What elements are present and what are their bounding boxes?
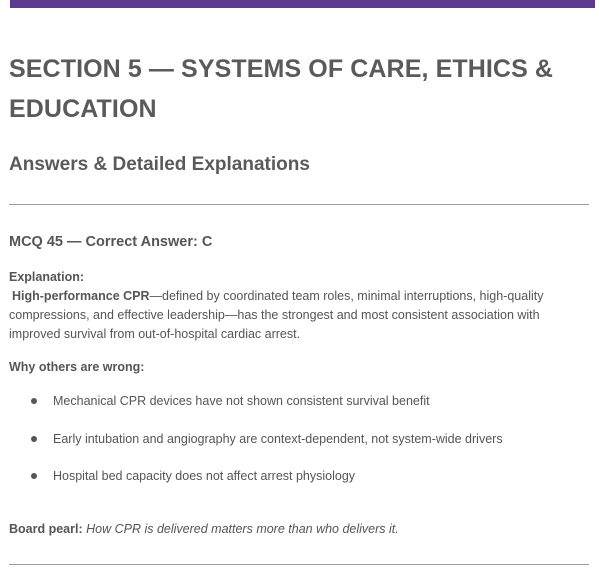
- list-item-text: Mechanical CPR devices have not shown consistent survival benefit: [53, 394, 430, 408]
- top-accent-bar: [10, 0, 595, 8]
- bullet-dot-icon: [31, 436, 37, 442]
- board-pearl-label: Board pearl:: [9, 522, 83, 536]
- why-others-wrong-label: Why others are wrong:: [9, 360, 145, 374]
- section-subtitle: Answers & Detailed Explanations: [9, 154, 310, 175]
- explanation-paragraph: [9, 287, 584, 344]
- list-item-text: Early intubation and angiography are context-dependent, not system-wide drivers: [53, 432, 503, 446]
- list-item-text: Hospital bed capacity does not affect arrest physiology: [53, 469, 356, 483]
- explanation-body: —defined by coordinated team roles, minimal interruptions, high-quality compressions, and effective leadership—has the strongest and most consistent association with improved survival from out-of-hospital cardiac arrest.: [9, 289, 544, 341]
- board-pearl-text: How CPR is delivered matters more than who delivers it.: [86, 522, 399, 536]
- mcq-heading: MCQ 45 — Correct Answer: C: [9, 234, 213, 250]
- bullet-dot-icon: [31, 473, 37, 479]
- explanation-label: Explanation:: [9, 270, 85, 284]
- board-pearl: [9, 520, 399, 538]
- divider-top: [9, 204, 589, 205]
- divider-bottom: [9, 564, 589, 565]
- bullet-dot-icon: [31, 398, 37, 404]
- section-title: SECTION 5 — SYSTEMS OF CARE, ETHICS & EDUCATION: [9, 55, 554, 123]
- explanation-key-term: High-performance CPR: [12, 289, 150, 303]
